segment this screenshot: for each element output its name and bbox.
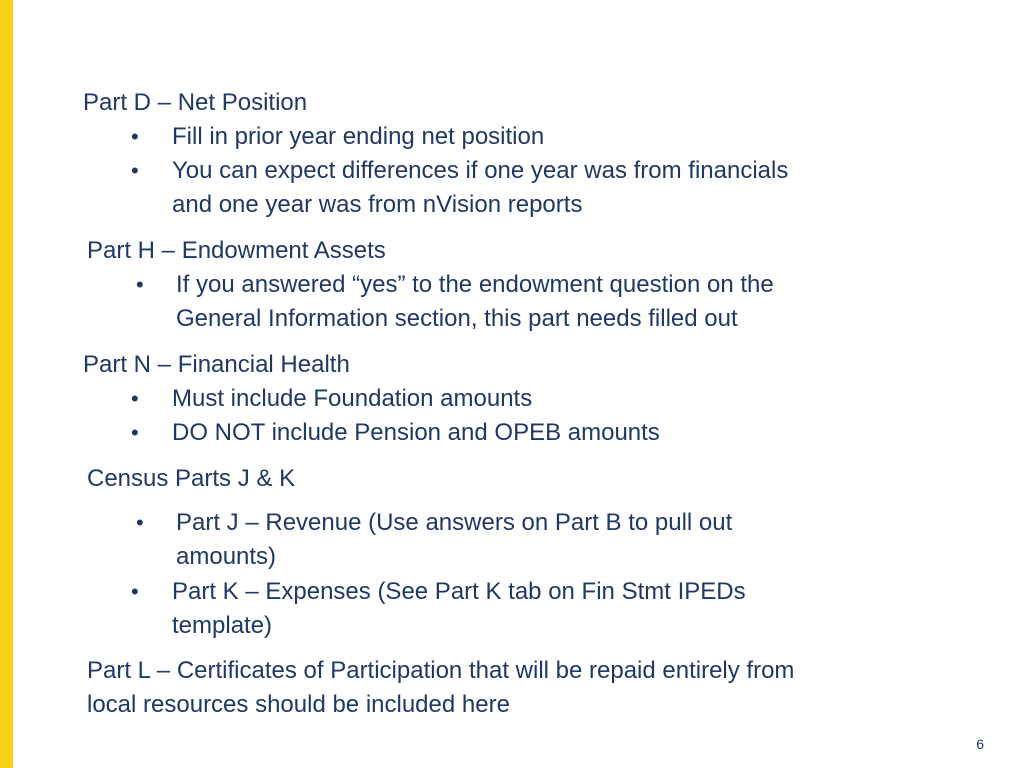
bullet-text: If you answered “yes” to the endowment question on the	[176, 271, 774, 298]
section-heading-part-n: Part N – Financial Health	[83, 351, 350, 378]
bullet-dot: •	[136, 510, 144, 535]
bullet-text-continuation: template)	[172, 612, 273, 639]
accent-bar	[0, 0, 13, 768]
section-heading-part-l-continuation: local resources should be included here	[87, 691, 510, 718]
bullet-dot: •	[131, 158, 139, 183]
section-heading-census: Census Parts J & K	[87, 465, 296, 492]
bullet-text: Fill in prior year ending net position	[172, 123, 545, 150]
bullet-text: Part K – Expenses (See Part K tab on Fin Stmt IPEDs	[172, 578, 746, 605]
bullet-text: You can expect differences if one year was from financials	[172, 157, 789, 184]
page-number: 6	[976, 736, 984, 752]
bullet-dot: •	[131, 386, 139, 411]
bullet-text-continuation: and one year was from nVision reports	[172, 191, 583, 218]
section-heading-part-h: Part H – Endowment Assets	[87, 237, 386, 264]
bullet-dot: •	[136, 272, 144, 297]
bullet-text: DO NOT include Pension and OPEB amounts	[172, 419, 660, 446]
bullet-dot: •	[131, 579, 139, 604]
bullet-text: Must include Foundation amounts	[172, 385, 533, 412]
bullet-text-continuation: General Information section, this part needs filled out	[176, 305, 738, 332]
bullet-text: Part J – Revenue (Use answers on Part B to pull out	[176, 509, 733, 536]
section-heading-part-d: Part D – Net Position	[83, 89, 308, 116]
section-heading-part-l: Part L – Certificates of Participation that will be repaid entirely from	[87, 657, 795, 684]
bullet-dot: •	[131, 420, 139, 445]
bullet-dot: •	[131, 124, 139, 149]
bullet-text-continuation: amounts)	[176, 543, 277, 570]
